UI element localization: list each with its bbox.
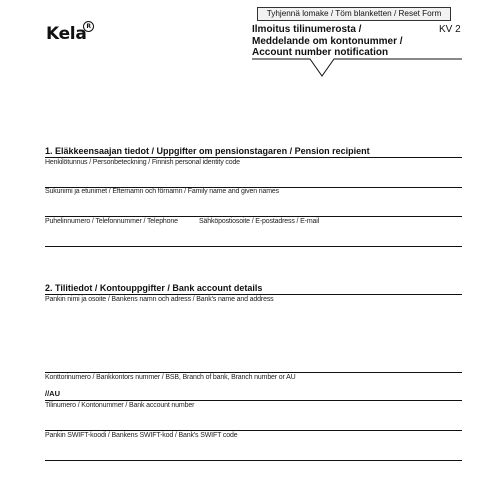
name-field[interactable] xyxy=(45,197,462,216)
email-label: Sähköpostiosoite / E-postadress / E-mail xyxy=(199,218,320,225)
logo-text: Kela xyxy=(46,24,87,44)
reset-form-button[interactable]: Tyhjennä lomake / Töm blanketten / Reset Form xyxy=(257,7,451,21)
bank-name-label: Pankin nimi ja osoite / Bankens namn och adress / Bank's name and address xyxy=(45,296,274,303)
form-code: KV 2 xyxy=(439,24,461,35)
registered-mark-icon: R xyxy=(83,21,94,32)
personal-id-label: Henkilötunnus / Personbeteckning / Finnish personal identity code xyxy=(45,159,240,166)
branch-field[interactable] xyxy=(62,384,462,399)
email-field[interactable] xyxy=(199,227,462,246)
account-label: Tilinumero / Kontonummer / Bank account number xyxy=(45,402,195,409)
name-label: Sukunimi ja etunimet / Efternamn och förnamn / Family name and given names xyxy=(45,188,280,195)
form-title xyxy=(252,24,422,59)
account-rule xyxy=(45,430,462,431)
swift-field[interactable] xyxy=(45,441,462,460)
swift-label: Pankin SWIFT-koodi / Bankens SWIFT-kod / Bank's SWIFT code xyxy=(45,432,238,439)
branch-rule xyxy=(45,400,462,401)
phone-label: Puhelinnumero / Telefonnummer / Telephone xyxy=(45,218,178,225)
contact-rule xyxy=(45,246,462,247)
title-line-3: Account number notification xyxy=(252,47,389,58)
bank-name-rule xyxy=(45,372,462,373)
bank-name-field[interactable] xyxy=(45,305,462,372)
account-field[interactable] xyxy=(45,411,462,430)
header-notch-divider xyxy=(252,58,462,80)
kela-logo xyxy=(46,23,91,44)
title-line-2: Meddelande om kontonummer / xyxy=(252,35,403,47)
section1-heading: 1. Eläkkeensaajan tiedot / Uppgifter om pensionstagaren / Pension recipient xyxy=(45,146,370,156)
section2-heading: 2. Tilitiedot / Kontouppgifter / Bank account details xyxy=(45,283,263,293)
name-rule xyxy=(45,216,462,217)
section1-rule xyxy=(45,157,462,158)
swift-rule xyxy=(45,460,462,461)
personal-id-field[interactable] xyxy=(45,168,462,187)
au-prefix: //AU xyxy=(45,389,60,398)
phone-field[interactable] xyxy=(45,227,195,246)
title-line-1: Ilmoitus tilinumerosta / xyxy=(252,24,362,35)
section2-rule xyxy=(45,294,462,295)
branch-label: Konttorinumero / Bankkontors nummer / BSB, Branch of bank, Branch number or AU xyxy=(45,374,296,381)
